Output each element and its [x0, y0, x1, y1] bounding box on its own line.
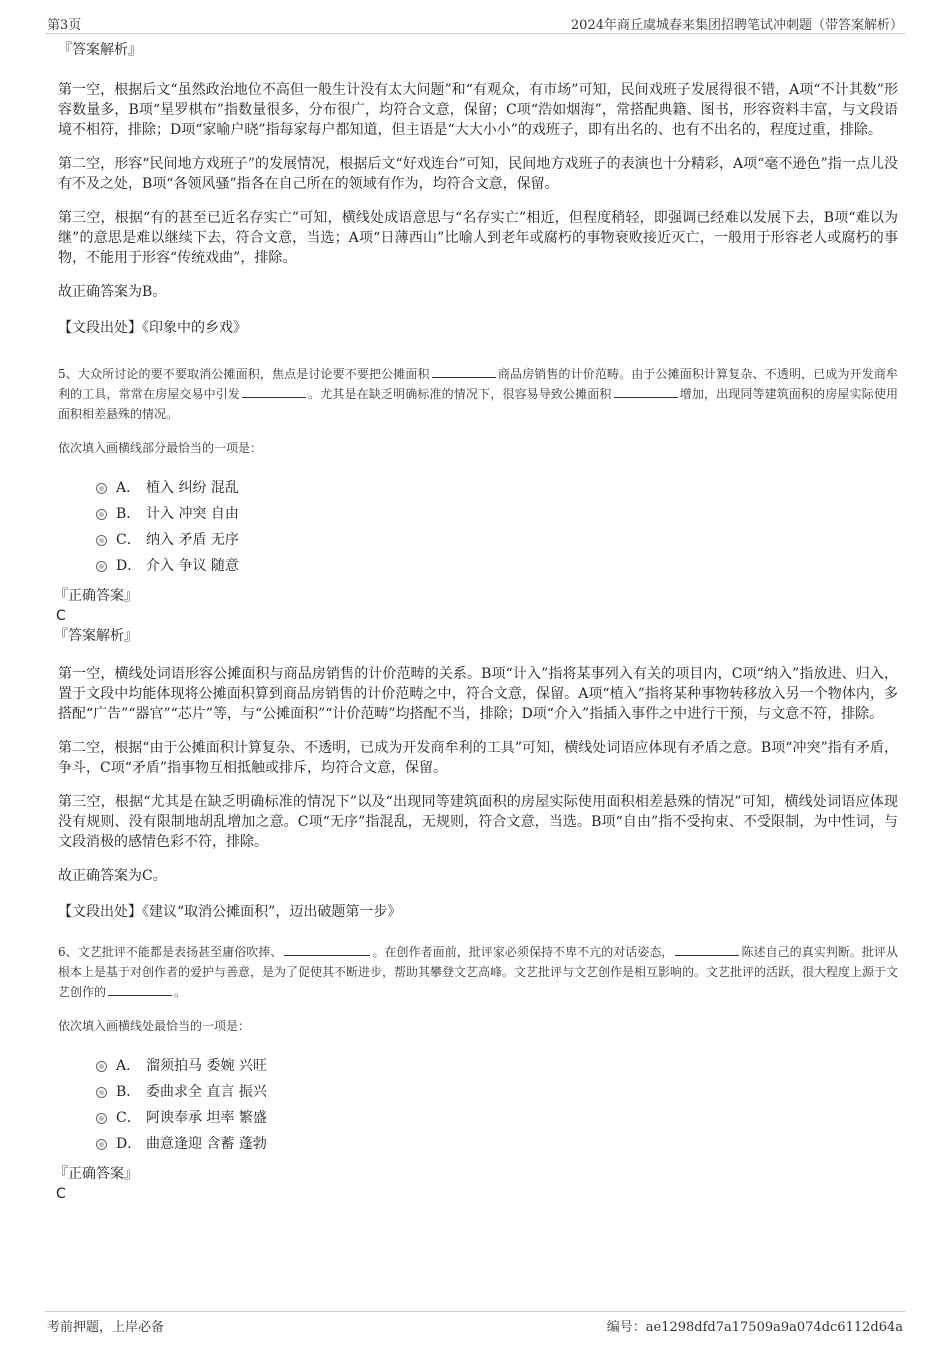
q4-source: 【文段出处】《印象中的乡戏》: [58, 320, 247, 336]
option-text: 纳入 矛盾 无序: [146, 532, 239, 548]
q5-question-text: 5、大众所讨论的要不要取消公摊面积，焦点是讨论要不要把公摊面积 商品房销售的计价范畴。由于公摊面积计算复杂、不透明，已成为开发商牟利的工具，常常在房屋交易中引发 。尤其是在缺乏明确标准的情况下，很容易导致公摊面积 增加，出现同等建筑面积的房屋实际使用面积相差悬殊的情况。: [58, 367, 898, 421]
q6-answer-value: C: [56, 1186, 66, 1202]
option-text: 介入 争议 随意: [146, 558, 239, 574]
q5-blank-1: [432, 366, 496, 378]
q5-source: 【文段出处】《建议“取消公摊面积”，迈出破题第一步》: [58, 904, 402, 920]
q5-option-b[interactable]: [96, 504, 898, 530]
radio-icon[interactable]: [96, 535, 107, 546]
q4-analysis-para-2: 第二空，形容“民间地方戏班子”的发展情况，根据后文“好戏连台”可知，民间地方戏班子的表演也十分精彩，A项“毫不逊色”指一点儿没有不及之处，B项“各领风骚”指各在自己所在的领域有作为，均符合文意，保留。: [58, 156, 898, 192]
q6-option-b[interactable]: [96, 1082, 898, 1108]
q5-analysis-para-1: 第一空，横线处词语形容公摊面积与商品房销售的计价范畴的关系。B项“计入”指将某事列入有关的项目内，C项“纳入”指放进、归入，置于文段中均能体现将公摊面积算到商品房销售的计价范畴之中，符合文意，保留。A项“植入”指将某种事物转移放入另一个物体内，多搭配“广告”“器官”“芯片”等，与“公摊面积”“计价范畴”均搭配不当，排除；D项“介入”指插入事件之中进行干预，与文意不符，排除。: [58, 666, 898, 722]
q4-analysis-para-3: 第三空，根据“有的甚至已近名存实亡”可知，横线处成语意思与“名存实亡”相近，但程度稍轻，即强调已经难以发展下去，B项“难以为继”的意思是难以继续下去，符合文意，当选；A项“日薄西山”比喻人到老年或腐朽的事物衰败接近灭亡，一般用于形容老人或腐朽的事物，不能用于形容“传统戏曲”，排除。: [58, 210, 898, 266]
option-key: D．: [116, 558, 142, 574]
radio-icon[interactable]: [96, 1139, 107, 1150]
page-footer: [45, 1311, 905, 1335]
document-body: [54, 40, 899, 1204]
q5-analysis-para-2: 第二空，根据“由于公摊面积计算复杂、不透明，已成为开发商牟利的工具”可知，横线处词语应体现有矛盾之意。B项“冲突”指有矛盾，争斗，C项“矛盾”指事物互相抵触或排斥，均符合文意，保留。: [58, 740, 898, 776]
q5-option-a[interactable]: [96, 478, 898, 504]
q4-conclusion: 故正确答案为B。: [58, 284, 167, 300]
option-key: C．: [116, 1110, 141, 1126]
q5-analysis-label: 『答案解析』: [54, 628, 138, 644]
q5-options: [96, 478, 898, 582]
radio-icon[interactable]: [96, 1087, 107, 1098]
document-title: 2024年商丘虞城春来集团招聘笔试冲刺题（带答案解析）: [570, 18, 903, 33]
q5-answer-value: C: [56, 608, 66, 624]
radio-icon[interactable]: [96, 1113, 107, 1124]
q6-answer-label: 『正确答案』: [54, 1166, 138, 1182]
option-text: 溜须拍马 委婉 兴旺: [146, 1058, 267, 1074]
option-text: 计入 冲突 自由: [146, 506, 239, 522]
q5-prompt: 依次填入画横线部分最恰当的一项是：: [58, 441, 263, 455]
document-id: 编号：ae1298dfd7a17509a9a074dc6112d64a: [606, 1320, 903, 1335]
page-number: 第3页: [47, 18, 82, 33]
q5-answer-label: 『正确答案』: [54, 588, 138, 604]
q6-blank-3: [108, 984, 172, 996]
q5-blank-3: [614, 386, 678, 398]
radio-icon[interactable]: [96, 1061, 107, 1072]
option-key: A．: [116, 1058, 141, 1074]
q5-conclusion: 故正确答案为C。: [58, 868, 167, 884]
q6-option-d[interactable]: [96, 1134, 898, 1160]
q6-prompt: 依次填入画横线处最恰当的一项是：: [58, 1019, 251, 1033]
page-header: [45, 10, 905, 34]
option-key: A．: [116, 480, 141, 496]
radio-icon[interactable]: [96, 483, 107, 494]
option-text: 委曲求全 直言 振兴: [146, 1084, 267, 1100]
q5-option-c[interactable]: [96, 530, 898, 556]
option-text: 植入 纠纷 混乱: [146, 480, 239, 496]
q4-analysis-label: 『答案解析』: [58, 42, 142, 58]
q6-blank-2: [675, 944, 739, 956]
option-key: C．: [116, 532, 141, 548]
radio-icon[interactable]: [96, 509, 107, 520]
option-key: D．: [116, 1136, 142, 1152]
option-text: 曲意逢迎 含蓄 蓬勃: [146, 1136, 267, 1152]
option-key: B．: [116, 1084, 141, 1100]
q6-option-c[interactable]: [96, 1108, 898, 1134]
q6-blank-1: [284, 944, 370, 956]
option-text: 阿谀奉承 坦率 繁盛: [146, 1110, 267, 1126]
q6-option-a[interactable]: [96, 1056, 898, 1082]
q6-question-text: 6、文艺批评不能都是表扬甚至庸俗吹捧、 。在创作者面前，批评家必须保持不卑不亢的对话姿态， 陈述自己的真实判断。批评从根本上是基于对创作者的爱护与善意，是为了促使其不断进步，帮助其攀登文艺高峰。文艺批评与文艺创作是相互影响的。文艺批评的活跃，很大程度上源于文艺创作的 。: [58, 945, 899, 999]
q5-option-d[interactable]: [96, 556, 898, 582]
q5-blank-2: [242, 386, 306, 398]
radio-icon[interactable]: [96, 561, 107, 572]
q4-analysis-para-1: 第一空，根据后文“虽然政治地位不高但一般生计没有太大问题”和“有观众，有市场”可知，民间戏班子发展得很不错，A项“不计其数”形容数量多，B项“星罗棋布”指数量很多，分布很广，均符合文意，保留；C项“浩如烟海”，常搭配典籍、图书，形容资料丰富，与文段语境不相符，排除；D项“家喻户晓”指每家每户都知道，但主语是“大大小小”的戏班子，即有出名的、也有不出名的，程度过重，排除。: [58, 82, 898, 138]
q6-options: [96, 1056, 898, 1160]
q5-analysis-para-3: 第三空，根据“尤其是在缺乏明确标准的情况下”以及“出现同等建筑面积的房屋实际使用面积相差悬殊的情况”可知，横线处词语应体现没有规则、没有限制地胡乱增加之意。C项“无序”指混乱，无规则，符合文意，当选。B项“自由”指不受拘束、不受限制，为中性词，与文段消极的感情色彩不符，排除。: [58, 794, 898, 850]
option-key: B．: [116, 506, 141, 522]
footer-slogan: 考前押题，上岸必备: [47, 1320, 165, 1335]
